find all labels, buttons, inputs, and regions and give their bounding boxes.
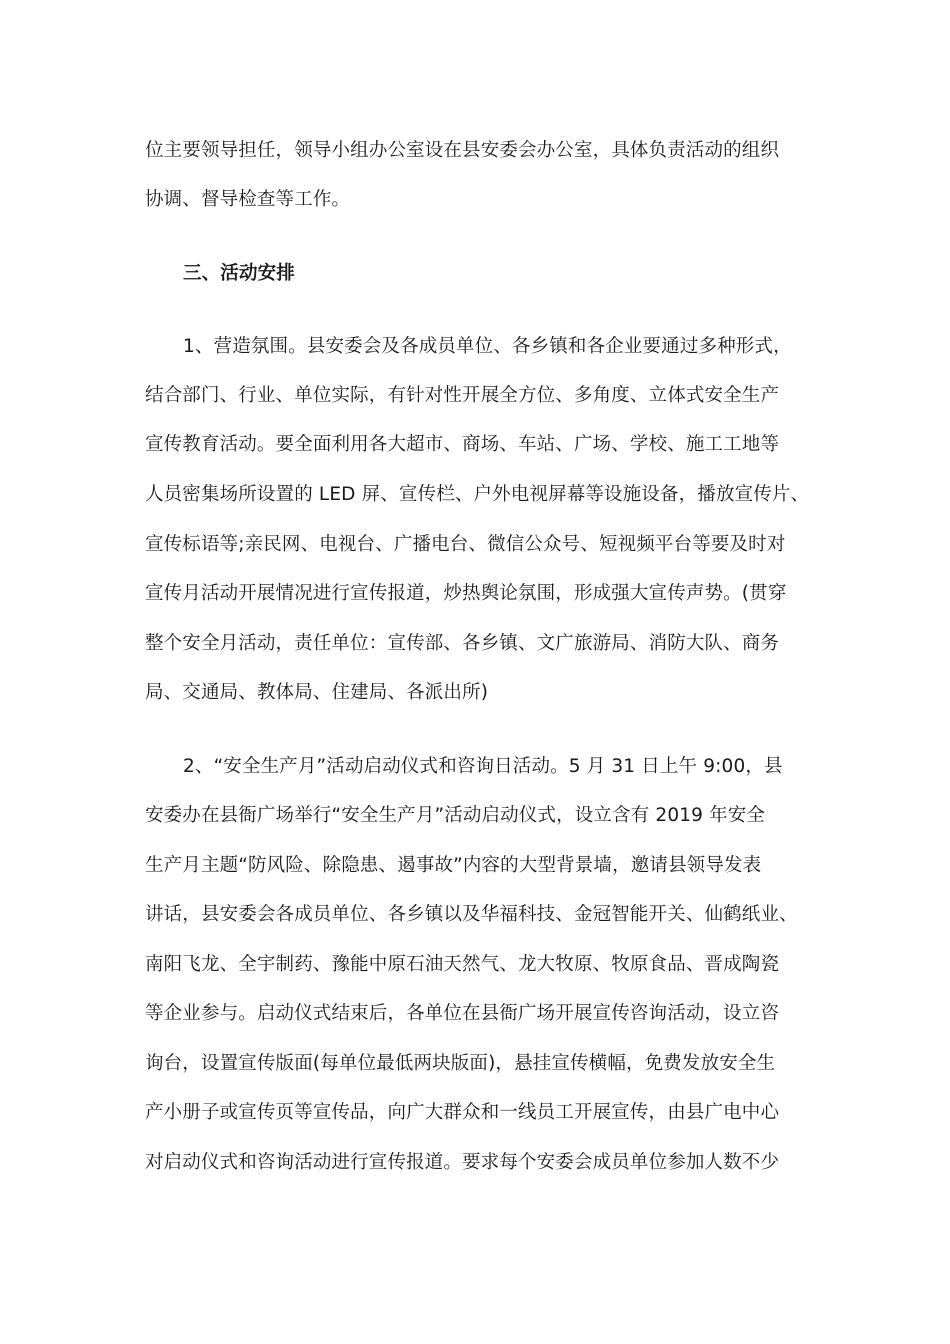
paragraph-line: 宣传教育活动。要全面利用各大超市、商场、车站、广场、学校、施工工地等 [145, 434, 780, 455]
paragraph-line: 协调、督导检查等工作。 [145, 189, 351, 210]
paragraph-line: 位主要领导担任，领导小组办公室设在县安委会办公室，具体负责活动的组织 [145, 140, 780, 161]
paragraph-line: 询台，设置宣传版面(每单位最低两块版面)，悬挂宣传横幅，免费发放安全生 [145, 1053, 776, 1074]
paragraph-line: 等企业参与。启动仪式结束后，各单位在县衙广场开展宣传咨询活动，设立咨 [145, 1003, 780, 1024]
paragraph-line: 宣传标语等;亲民网、电视台、广播电台、微信公众号、短视频平台等要及时对 [145, 534, 786, 555]
paragraph-line: 对启动仪式和咨询活动进行宣传报道。要求每个安委会成员单位参加人数不少 [145, 1152, 780, 1173]
paragraph-line: 南阳飞龙、全宇制药、豫能中原石油天然气、龙大牧原、牧原食品、晋成陶瓷 [145, 954, 780, 975]
paragraph-line: 局、交通局、教体局、住建局、各派出所) [145, 682, 489, 703]
paragraph-line: 安委办在县衙广场举行“安全生产月”活动启动仪式，设立含有 2019 年安全 [145, 805, 766, 826]
paragraph-line: 生产月主题“防风险、除隐患、遏事故”内容的大型背景墙，邀请县领导发表 [145, 855, 762, 876]
paragraph-line: 整个安全月活动，责任单位：宣传部、各乡镇、文广旅游局、消防大队、商务 [145, 633, 780, 654]
paragraph-line: 1、营造氛围。县安委会及各成员单位、各乡镇和各企业要通过多种形式， [183, 336, 792, 357]
section-heading: 三、活动安排 [183, 263, 295, 284]
paragraph-line: 结合部门、行业、单位实际，有针对性开展全方位、多角度、立体式安全生产 [145, 385, 780, 406]
paragraph-line: 人员密集场所设置的 LED 屏、宣传栏、户外电视屏幕等设施设备，播放宣传片、 [145, 484, 810, 505]
paragraph-line: 2、“安全生产月”活动启动仪式和咨询日活动。5 月 31 日上午 9:00，县 [183, 756, 783, 777]
paragraph-line: 讲话，县安委会各成员单位、各乡镇以及华福科技、金冠智能开关、仙鹤纸业、 [145, 904, 798, 925]
paragraph-line: 宣传月活动开展情况进行宣传报道，炒热舆论氛围，形成强大宣传声势。(贯穿 [145, 583, 787, 604]
paragraph-line: 产小册子或宣传页等宣传品，向广大群众和一线员工开展宣传，由县广电中心 [145, 1102, 780, 1123]
